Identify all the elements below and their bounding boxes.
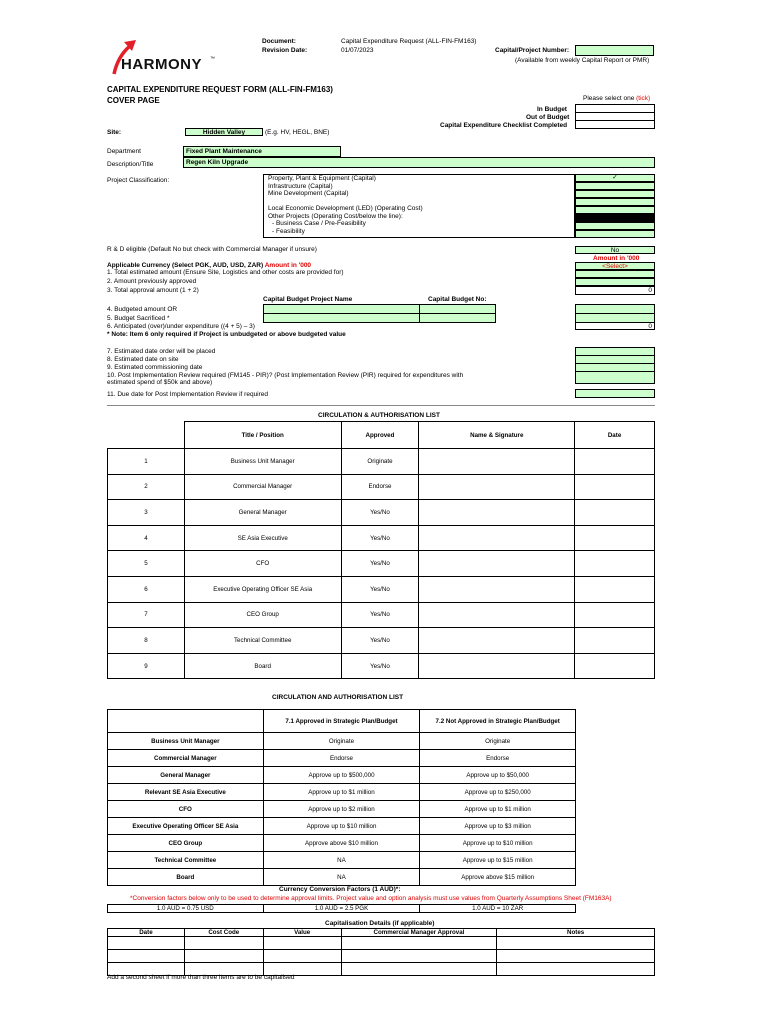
row-approved: Originate (341, 449, 419, 475)
signature-cell[interactable] (419, 628, 575, 654)
site-field[interactable]: Hidden Valley (185, 128, 263, 136)
auth-role: CEO Group (108, 835, 264, 852)
cap-budget-name-label: Capital Budget Project Name (263, 296, 353, 303)
document-label: Document: (262, 38, 296, 45)
auth-approved: Approve up to $10 million (263, 818, 420, 835)
description-field[interactable]: Regen Kiln Upgrade (183, 157, 655, 168)
auth-not-approved: Approve up to $1 million (420, 801, 576, 818)
signature-cell[interactable] (419, 551, 575, 577)
item11-field[interactable] (575, 389, 655, 398)
project-number-field[interactable] (575, 45, 654, 56)
currency-title: Currency Conversion Factors (1 AUD)*: (279, 886, 401, 893)
tick-box[interactable] (575, 190, 655, 198)
row-title: Technical Committee (184, 628, 341, 654)
auth-role: CFO (108, 801, 264, 818)
auth-not-approved: Approve above $15 million (420, 869, 576, 886)
date-cell[interactable] (575, 449, 655, 475)
row-title: Board (184, 653, 341, 679)
signature-cell[interactable] (419, 525, 575, 551)
amount-label-right: Amount in '000 (593, 255, 640, 262)
capitalisation-footer: Add a second sheet if more than three items are to be capitalised (107, 974, 295, 981)
department-label: Department (107, 148, 141, 155)
date-cell[interactable] (575, 551, 655, 577)
circulation-header-blank (108, 422, 185, 449)
auth-not-approved: Approve up to $250,000 (420, 784, 576, 801)
authorisation-title: CIRCULATION AND AUTHORISATION LIST (272, 694, 404, 701)
cap-cell[interactable] (341, 937, 497, 950)
cap-cell[interactable] (263, 937, 341, 950)
row-title: General Manager (184, 500, 341, 526)
row-number: 4 (108, 525, 185, 551)
currency-factor: 1.0 AUD = 0.75 USD (108, 905, 264, 913)
table-row (108, 602, 655, 628)
auth-role: Executive Operating Officer SE Asia (108, 818, 264, 835)
currency-factor: 1.0 AUD = 2.5 PGK (263, 905, 420, 913)
item2-label: 2. Amount previously approved (107, 278, 197, 285)
capitalisation-title: Capitalisation Details (if applicable) (325, 920, 435, 927)
circulation-table (107, 421, 655, 679)
date-cell[interactable] (575, 474, 655, 500)
item5-label: 5. Budget Sacrificed * (107, 315, 170, 322)
row-title: SE Asia Executive (184, 525, 341, 551)
row-approved: Yes/No (341, 500, 419, 526)
cap-header: Value (263, 929, 341, 937)
revision-label: Revision Date: (262, 47, 308, 54)
circulation-header: Date (575, 422, 655, 449)
table-row (108, 449, 655, 475)
table-row (108, 869, 576, 886)
signature-cell[interactable] (419, 576, 575, 602)
cap-header: Cost Code (184, 929, 263, 937)
table-row (108, 835, 576, 852)
item6-label: 6. Anticipated (over)/under expenditure ((4 + 5) – 3) (107, 323, 255, 330)
currency-factor: 1.0 AUD = 10 ZAR (420, 905, 576, 913)
row-approved: Yes/No (341, 576, 419, 602)
cap-cell[interactable] (497, 937, 655, 950)
in-budget-label: In Budget (537, 106, 567, 113)
project-number-label: Capital/Project Number: (495, 47, 570, 54)
cap-cell[interactable] (263, 950, 341, 963)
auth-approved: Originate (263, 733, 420, 750)
auth-role: Relevant SE Asia Executive (108, 784, 264, 801)
auth-approved: NA (263, 852, 420, 869)
tick-box[interactable] (575, 230, 655, 238)
auth-not-approved: Originate (420, 733, 576, 750)
row-number: 1 (108, 449, 185, 475)
auth-approved: Approve up to $1 million (263, 784, 420, 801)
auth-not-approved: Approve up to $15 million (420, 852, 576, 869)
table-row (108, 818, 576, 835)
row-number: 3 (108, 500, 185, 526)
classification-list (263, 174, 575, 238)
rnd-label: R & D eligible (Default No but check with Commercial Manager if unsure) (107, 246, 317, 253)
site-label: Site: (107, 129, 122, 136)
row-number: 7 (108, 602, 185, 628)
row-approved: Yes/No (341, 602, 419, 628)
table-row (108, 767, 576, 784)
item6-total: 0 (575, 322, 655, 330)
cap-cell[interactable] (497, 963, 655, 976)
item2-field[interactable] (575, 278, 655, 286)
row-title: CFO (184, 551, 341, 577)
item8-label: 8. Estimated date on site (107, 356, 179, 363)
auth-role: Business Unit Manager (108, 733, 264, 750)
classification-item (264, 198, 574, 206)
row-title: Executive Operating Officer SE Asia (184, 576, 341, 602)
row-title: Business Unit Manager (184, 449, 341, 475)
date-cell[interactable] (575, 653, 655, 679)
auth-role: Technical Committee (108, 852, 264, 869)
date-cell[interactable] (575, 602, 655, 628)
classification-item: Local Economic Development (LED) (Operating Cost) (268, 205, 423, 212)
logo-tm: ™ (210, 56, 215, 62)
checklist-label: Capital Expenditure Checklist Completed (440, 122, 568, 129)
item10-label-cont: estimated spend of $50k and above) (107, 379, 213, 386)
table-row (108, 733, 576, 750)
circulation-header: Title / Position (184, 422, 341, 449)
cap-cell[interactable] (341, 950, 497, 963)
tick-box[interactable] (575, 206, 655, 214)
cap-header: Date (108, 929, 185, 937)
date-cell[interactable] (575, 525, 655, 551)
classification-item: Property, Plant & Equipment (Capital) (268, 175, 376, 182)
cap-cell[interactable] (108, 937, 185, 950)
cap-cell[interactable] (184, 937, 263, 950)
budget-name-field-2[interactable] (263, 313, 420, 323)
date-cell[interactable] (575, 628, 655, 654)
row-approved: Yes/No (341, 628, 419, 654)
auth-role: General Manager (108, 767, 264, 784)
tick-box[interactable] (575, 222, 655, 230)
item3-total: 0 (575, 286, 655, 295)
item9-label: 9. Estimated commissioning date (107, 364, 203, 371)
signature-cell[interactable] (419, 500, 575, 526)
item10-label: 10. Post Implementation Review required (FM145 - PIR)? (Post Implementation Review (PIR) required for expenditures with (107, 372, 464, 379)
row-number: 6 (108, 576, 185, 602)
date-cell[interactable] (575, 576, 655, 602)
description-label: Description/Title (107, 161, 154, 168)
divider (107, 405, 655, 406)
row-number: 8 (108, 628, 185, 654)
currency-note: *Conversion factors below only to be used to determine approval limits. Project value and option analysis must use values from Quarterly Assumptions Sheet (FM163A) (130, 895, 612, 902)
auth-approved: Approve above $10 million (263, 835, 420, 852)
currency-table (107, 904, 576, 913)
table-row (108, 937, 655, 950)
row-approved: Yes/No (341, 653, 419, 679)
document-value: Capital Expenditure Request (ALL-FIN-FM163) (341, 38, 477, 45)
classification-ticks (575, 174, 655, 238)
table-row (108, 784, 576, 801)
auth-approved: NA (263, 869, 420, 886)
authorisation-table (107, 709, 576, 886)
cap-cell[interactable] (497, 950, 655, 963)
table-row (108, 525, 655, 551)
department-field[interactable]: Fixed Plant Maintenance (183, 146, 341, 157)
currency-label: Applicable Currency (Select PGK, AUD, USD, ZAR) Amount in '000 (107, 262, 312, 269)
auth-role: Commercial Manager (108, 750, 264, 767)
row-number: 5 (108, 551, 185, 577)
table-row (108, 628, 655, 654)
cap-header: Commercial Manager Approval (341, 929, 497, 937)
signature-cell[interactable] (419, 474, 575, 500)
circulation-header: Name & Signature (419, 422, 575, 449)
row-title: Commercial Manager (184, 474, 341, 500)
form-subtitle: COVER PAGE (107, 96, 160, 105)
row-number: 9 (108, 653, 185, 679)
cap-cell[interactable] (108, 950, 185, 963)
revision-value: 01/07/2023 (341, 47, 374, 54)
auth-not-approved: Approve up to $3 million (420, 818, 576, 835)
item3-label: 3. Total approval amount (1 + 2) (107, 287, 199, 294)
auth-role: Board (108, 869, 264, 886)
row-approved: Yes/No (341, 551, 419, 577)
project-number-note: (Available from weekly Capital Report or PMR) (515, 57, 650, 64)
table-row (108, 653, 655, 679)
rnd-field[interactable]: No (575, 246, 655, 254)
classification-label: Project Classification: (107, 177, 170, 184)
form-title: CAPITAL EXPENDITURE REQUEST FORM (ALL-FIN-FM163) (107, 85, 333, 94)
table-row (108, 576, 655, 602)
classification-item: Other Projects (Operating Cost/below the line): (268, 212, 403, 220)
signature-cell[interactable] (419, 653, 575, 679)
cap-budget-no-label: Capital Budget No: (428, 296, 487, 303)
tick-box[interactable] (575, 182, 655, 190)
tick-box[interactable]: ✓ (575, 174, 655, 182)
item10-field[interactable] (575, 371, 655, 384)
table-row (108, 500, 655, 526)
auth-not-approved: Approve up to $50,000 (420, 767, 576, 784)
classification-item: - Feasibility (272, 227, 305, 235)
checklist-box[interactable] (575, 120, 655, 129)
cap-header: Notes (497, 929, 655, 937)
cap-cell[interactable] (184, 950, 263, 963)
authorisation-header: 7.1 Approved in Strategic Plan/Budget (263, 710, 420, 733)
cap-cell[interactable] (341, 963, 497, 976)
circulation-header: Approved (341, 422, 419, 449)
table-row (108, 950, 655, 963)
table-row (108, 852, 576, 869)
row-number: 2 (108, 474, 185, 500)
item4-label: 4. Budgeted amount OR (107, 306, 178, 313)
out-of-budget-label: Out of Budget (526, 114, 570, 121)
row-approved: Yes/No (341, 525, 419, 551)
select-one-label: Please select one (tick) (583, 95, 651, 102)
classification-item: Infrastructure (Capital) (268, 182, 333, 190)
item7-label: 7. Estimated date order will be placed (107, 348, 216, 355)
currency-select[interactable]: <Select> (575, 262, 655, 270)
auth-approved: Endorse (263, 750, 420, 767)
authorisation-header: 7.2 Not Approved in Strategic Plan/Budget (420, 710, 576, 733)
tick-box[interactable] (575, 198, 655, 206)
row-title: CEO Group (184, 602, 341, 628)
harmony-logo (108, 38, 218, 78)
date-cell[interactable] (575, 500, 655, 526)
signature-cell[interactable] (419, 602, 575, 628)
item1-label: 1. Total estimated amount (Ensure Site, Logistics and other costs are provided for) (107, 269, 344, 276)
table-row (108, 474, 655, 500)
auth-not-approved: Approve up to $10 million (420, 835, 576, 852)
classification-item: Mine Development (Capital) (268, 190, 349, 197)
auth-approved: Approve up to $2 million (263, 801, 420, 818)
row-approved: Endorse (341, 474, 419, 500)
capitalisation-table (107, 928, 655, 976)
classification-item: - Business Case / Pre-Feasibility (272, 220, 366, 227)
site-hint: (E.g. HV, HEGL, BNE) (265, 129, 330, 136)
note-text: * Note: Item 6 only required if Project is unbudgeted or above budgeted value (107, 331, 346, 338)
circulation-title: CIRCULATION & AUTHORISATION LIST (318, 412, 440, 419)
authorisation-header (108, 710, 264, 733)
auth-not-approved: Endorse (420, 750, 576, 767)
table-row (108, 801, 576, 818)
budget-no-field-2[interactable] (419, 313, 496, 323)
item1-field[interactable] (575, 270, 655, 278)
tick-box-disabled (575, 214, 655, 222)
logo-text: HARMONY (121, 56, 202, 73)
table-row (108, 551, 655, 577)
item11-label: 11. Due date for Post Implementation Review if required (107, 391, 269, 398)
table-row (108, 750, 576, 767)
auth-approved: Approve up to $500,000 (263, 767, 420, 784)
signature-cell[interactable] (419, 449, 575, 475)
